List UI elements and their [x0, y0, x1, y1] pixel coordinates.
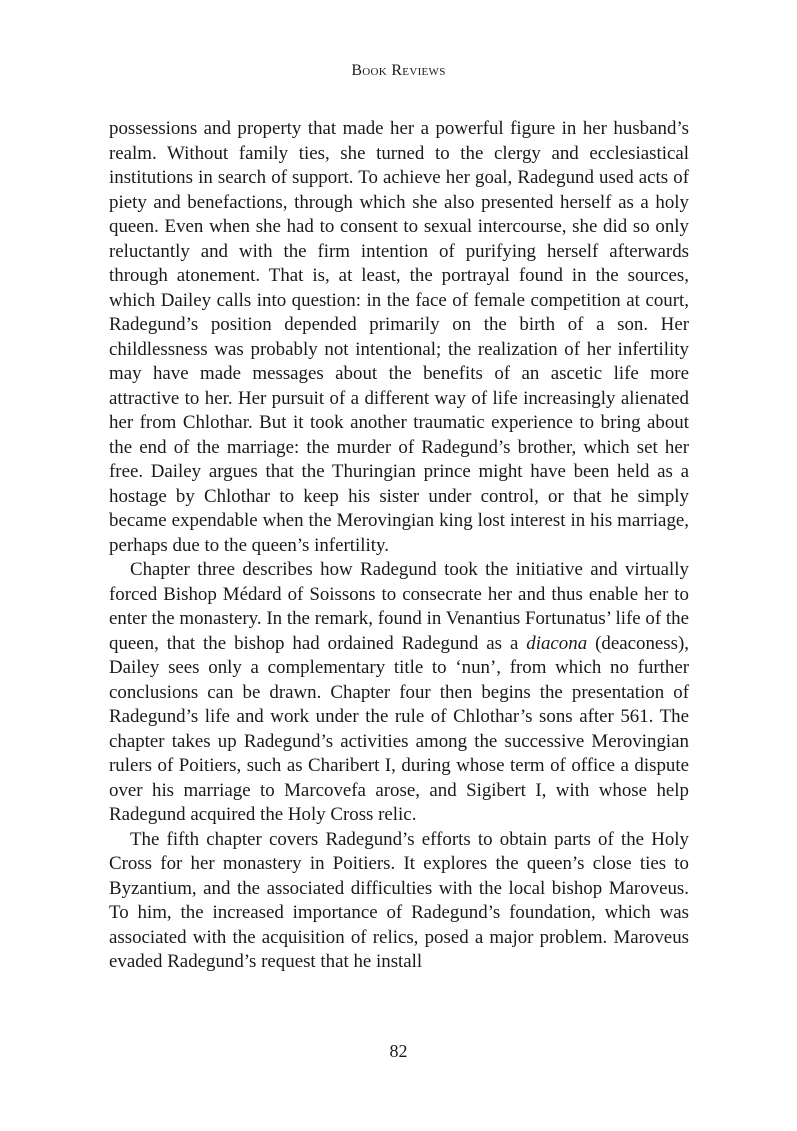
paragraph-continued: [109, 117, 689, 558]
page-number: 82: [389, 1041, 408, 1061]
paragraph-text: possessions and property that made her a powerful figure in her husband’s realm. Without family ties, she turned to the clergy and ecclesiastical institutions in search of support. To achieve her goal, Radegund used acts of piety and benefactions, through which she also presented herself as a holy queen. Even when she had to consent to sexual intercourse, she did so only reluctantly and with the firm intention of purifying herself afterwards through atonement. That is, at least, the portrayal found in the sources, which Dailey calls into question: in the face of female competition at court, Radegund’s position depended primarily on the birth of a son. Her childlessness was probably not intentional; the realization of her infertility may have made messages about the benefits of an ascetic life more attractive to her. Her pursuit of a different way of life increasingly alienated her from Chlothar. But it took another traumatic experience to bring about the end of the marriage: the murder of Radegund’s brother, which set her free. Dailey argues that the Thuringian prince might have been held as a hostage by Chlothar to keep his sister under control, or that he simply became expendable when the Merovingian king lost interest in his marriage, perhaps due to the queen’s infertility.: [109, 118, 689, 556]
paragraph-text: Chapter three describes how Radegund took the initiative and virtually forced Bishop Médard of Soissons to consecrate her and thus enable her to enter the monastery. In the remark, found in Venantius Fortunatus’ life of the queen, that the bishop had ordained Radegund as a: [109, 559, 689, 654]
paragraph-text: The fifth chapter covers Radegund’s efforts to obtain parts of the Holy Cross for her monastery in Poitiers. It explores the queen’s close ties to Byzantium, and the associated difficulties with the local bishop Maroveus. To him, the increased importance of Radegund’s foundation, which was associated with the acquisition of relics, posed a major problem. Maroveus evaded Radegund’s request that he install: [109, 828, 689, 972]
paragraph-text: (deaconess), Dailey sees only a complementary title to ‘nun’, from which no further conclusions can be drawn. Chapter four then begins the presentation of Radegund’s life and work under the rule of Chlothar’s sons after 561. The chapter takes up Radegund’s activities among the successive Merovingian rulers of Poitiers, such as Charibert I, during whose term of office a dispute over his marriage to Marcovefa arose, and Sigibert I, with whose help Radegund acquired the Holy Cross relic.: [109, 632, 689, 825]
review-body: [109, 117, 689, 975]
paragraph-chapter-three-four: [109, 558, 689, 828]
paragraph-chapter-five: [109, 828, 689, 975]
running-head: Book Reviews: [351, 62, 446, 79]
latin-term: diacona: [526, 632, 588, 654]
